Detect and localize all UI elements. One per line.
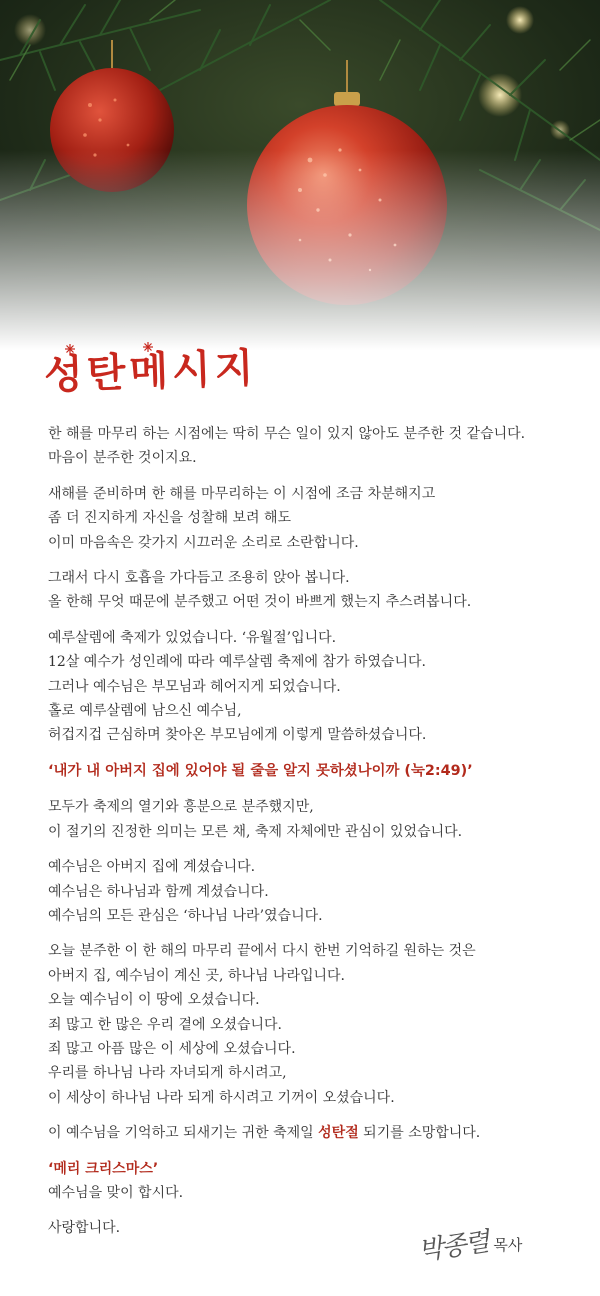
paragraph-5 xyxy=(48,795,568,844)
text-line: 새해를 준비하며 한 해를 마무리하는 이 시점에 조금 차분해지고 xyxy=(48,485,436,502)
text-line: 이 세상이 하나님 나라 되게 하시려고 기꺼이 오셨습니다. xyxy=(48,1089,395,1106)
text-line: 한 해를 마무리 하는 시점에는 딱히 무슨 일이 있지 않아도 분주한 것 같습니다. xyxy=(48,426,526,442)
signature-handwriting: 박종렬 xyxy=(416,1226,490,1267)
signature-role: 목사 xyxy=(493,1235,523,1254)
text-line: 예수님의 모든 관심은 ‘하나님 나라’였습니다. xyxy=(48,907,323,924)
paragraph-1 xyxy=(48,422,568,471)
text-line: 12살 예수가 성인례에 따라 예루살렘 축제에 참가 하였습니다. xyxy=(48,654,426,671)
text-line: 그래서 다시 호흡을 가다듬고 조용히 앉아 봅니다. xyxy=(48,570,350,587)
love-line: 사랑합니다. xyxy=(48,1220,121,1237)
page-title: 성탄메시지 xyxy=(43,345,259,399)
scripture-quote: ‘내가 내 아버지 집에 있어야 될 줄을 알지 못하셨나이까 (눅2:49)’ xyxy=(48,762,473,779)
paragraph-6 xyxy=(48,855,568,928)
text-line: 예수님은 하나님과 함께 계셨습니다. xyxy=(48,883,269,900)
paragraph-4 xyxy=(48,626,568,748)
text-line: 이미 마음속은 갖가지 시끄러운 소리로 소란합니다. xyxy=(48,534,359,551)
wish-line xyxy=(48,1121,568,1145)
text-line: 예수님은 아버지 집에 계셨습니다. xyxy=(48,859,256,876)
text-line: 죄 많고 한 많은 우리 곁에 오셨습니다. xyxy=(48,1016,283,1033)
text-line: 오늘 분주한 이 한 해의 마무리 끝에서 다시 한번 기억하길 원하는 것은 xyxy=(48,943,476,960)
text-line: 오늘 예수님이 이 땅에 오셨습니다. xyxy=(48,992,260,1009)
text-line: 이 절기의 진정한 의미는 모른 채, 축제 자체에만 관심이 있었습니다. xyxy=(48,823,463,840)
paragraph-3 xyxy=(48,566,568,615)
wish-text: 이 예수님을 기억하고 되새기는 귀한 축제일 xyxy=(48,1125,319,1142)
merry-christmas: ‘메리 크리스마스’ xyxy=(48,1160,159,1177)
wish-text-end: 되기를 소망합니다. xyxy=(358,1125,481,1142)
text-line: 그러나 예수님은 부모님과 헤어지게 되었습니다. xyxy=(48,678,341,695)
text-line: 허겁지겁 근심하며 찾아온 부모님에게 이렇게 말씀하셨습니다. xyxy=(48,727,427,744)
text-line: 홀로 예루살렘에 남으신 예수님, xyxy=(48,703,242,720)
paragraph-2 xyxy=(48,482,568,555)
text-line: 마음이 분주한 것이지요. xyxy=(48,450,197,467)
text-line: 죄 많고 아픔 많은 이 세상에 오셨습니다. xyxy=(48,1040,296,1057)
greeting xyxy=(48,1157,568,1206)
text-line: 좀 더 진지하게 자신을 성찰해 보려 해도 xyxy=(48,510,292,527)
text-line: 우리를 하나님 나라 자녀되게 하시려고, xyxy=(48,1065,287,1082)
text-line: 모두가 축제의 열기와 흥분으로 분주했지만, xyxy=(48,799,314,816)
text-line: 예루살렘에 축제가 있었습니다. ‘유월절’입니다. xyxy=(48,629,337,646)
christmas-ornament-photo xyxy=(0,0,600,350)
text-line: 올 한해 무엇 때문에 분주했고 어떤 것이 바쁘게 했는지 추스려봅니다. xyxy=(48,594,472,611)
paragraph-7 xyxy=(48,939,568,1110)
message-body xyxy=(48,422,568,1252)
highlight-christmas: 성탄절 xyxy=(318,1125,359,1142)
signature xyxy=(416,1226,523,1267)
welcome-line: 예수님을 맞이 합시다. xyxy=(48,1184,184,1201)
text-line: 아버지 집, 예수님이 계신 곳, 하나님 나라입니다. xyxy=(48,967,346,984)
